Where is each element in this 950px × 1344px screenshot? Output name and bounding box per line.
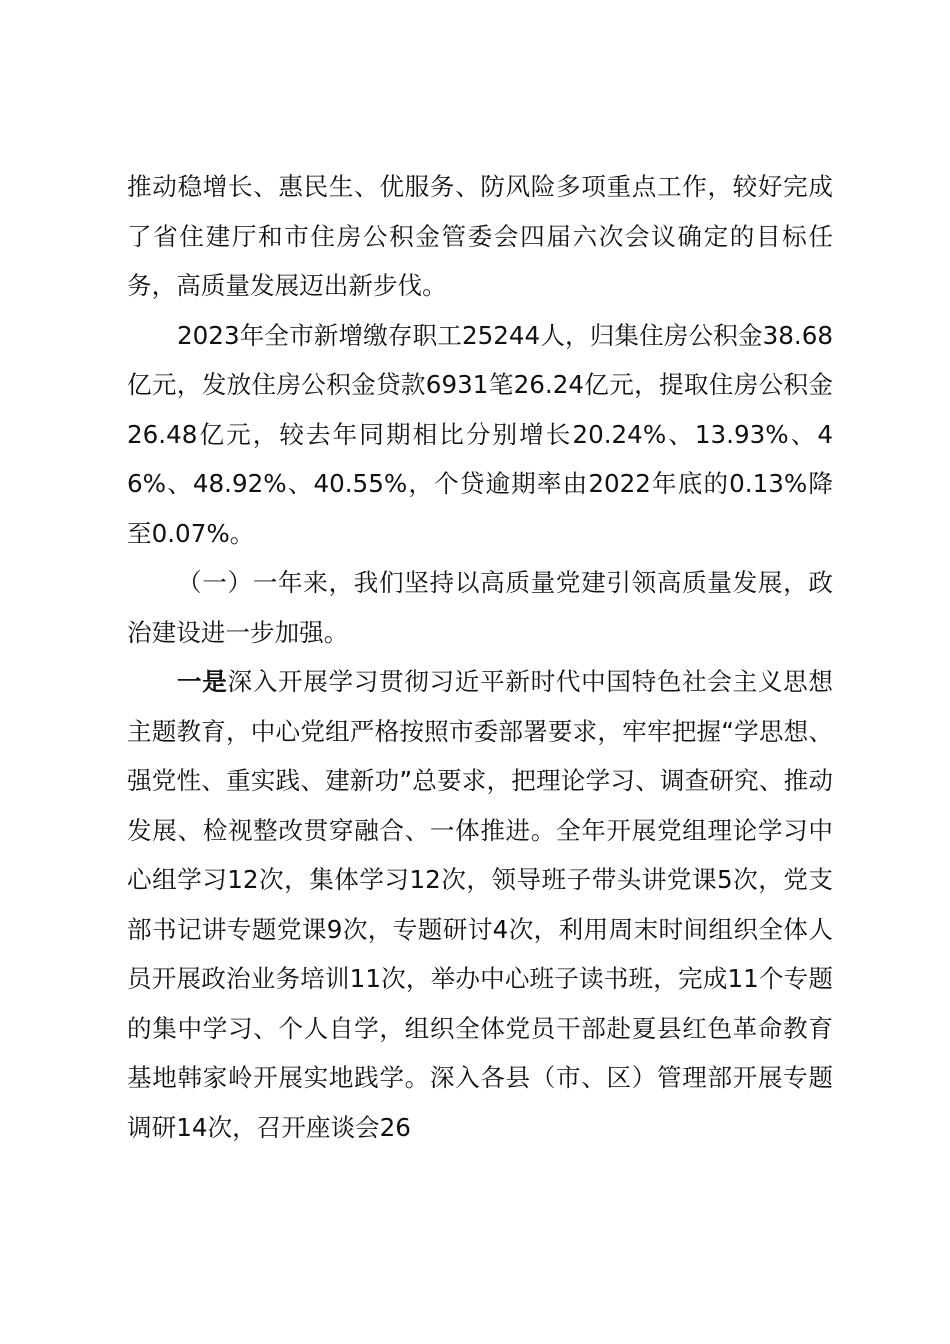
section-heading [127, 558, 833, 657]
paragraph-item-one [127, 657, 833, 1152]
paragraph-statistics [127, 311, 833, 559]
document-body [127, 162, 833, 1152]
paragraph-text: 深入开展学习贯彻习近平新时代中国特色社会主义思想主题教育，中心党组严格按照市委部署要求，牢牢把握“学思想、强党性、重实践、建新功”总要求，把理论学习、调查研究、推动发展、检视整改贯穿融合、一体推进。全年开展党组理论学习中心组学习12次，集体学习12次，领导班子带头讲党课5次，党支部书记讲专题党课9次，专题研讨4次，利用周末时间组织全体人员开展政治业务培训11次，举办中心班子读书班，完成11个专题的集中学习、个人自学，组织全体党员干部赴夏县红色革命教育基地韩家岭开展实地践学。深入各县（市、区）管理部开展专题调研14次，召开座谈会26 [127, 667, 833, 1142]
paragraph-text: 2023年全市新增缴存职工25244人，归集住房公积金38.68亿元，发放住房公积金贷款6931笔26.24亿元，提取住房公积金26.48亿元，较去年同期相比分别增长20.24%、13.93%、46%、48.92%、40.55%，个贷逾期率由2022年底的0.13%降至0.07%。 [127, 320, 833, 548]
paragraph-text: 推动稳增长、惠民生、优服务、防风险多项重点工作，较好完成了省住建厅和市住房公积金管委会四届六次会议确定的目标任务，高质量发展迈出新步伐。 [127, 172, 833, 300]
paragraph-continuation [127, 162, 833, 311]
paragraph-text: （一）一年来，我们坚持以高质量党建引领高质量发展，政治建设进一步加强。 [127, 568, 833, 647]
item-lead-label: 一是 [177, 667, 228, 696]
